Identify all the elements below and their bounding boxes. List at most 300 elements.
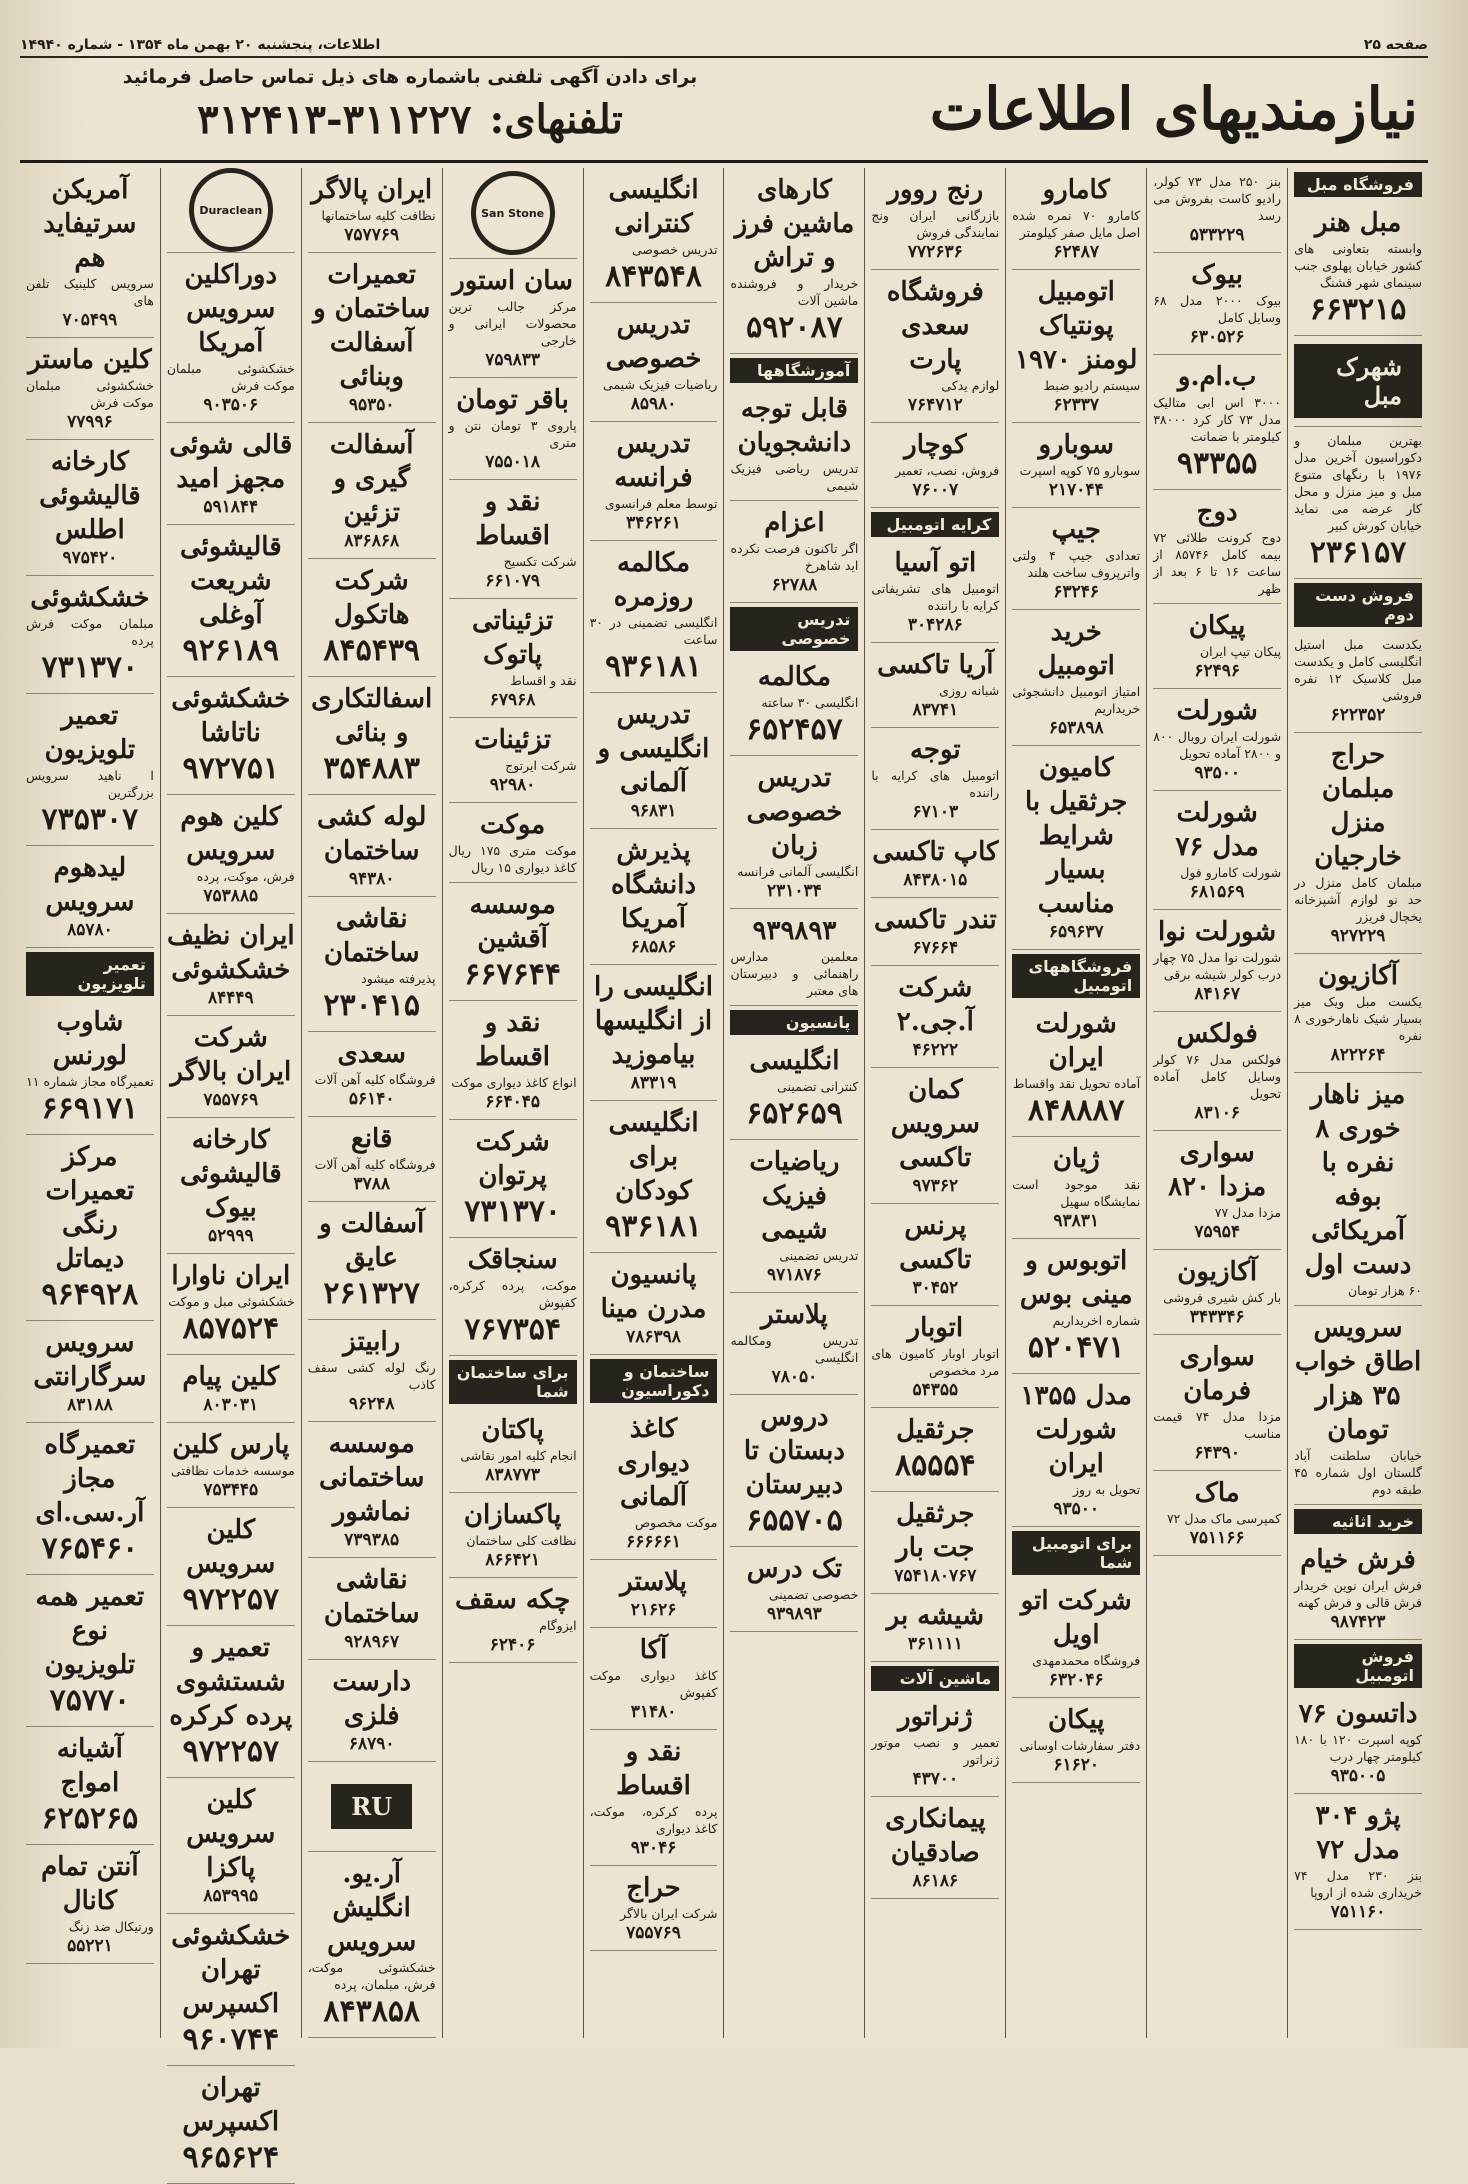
ad-headline: آکازیون (1177, 1257, 1258, 1287)
classified-ad (1012, 1137, 1140, 1239)
classified-ad (1153, 791, 1281, 910)
ad-headline: ژیان (1052, 1144, 1100, 1174)
ad-phone-number: ۸۶۶۴۲۱ (485, 1550, 540, 1570)
ad-phone-number: ۸۳۷۴۱ (912, 700, 959, 720)
ad-phone-number: ۵۲۰۴۷۱ (1027, 1330, 1125, 1365)
ad-phone-number: ۷۵۵۷۶۹ (203, 1090, 259, 1110)
ad-headline: شورلت نوا (1158, 917, 1277, 947)
classified-ad (590, 829, 718, 965)
ad-body-text: اتومبیل های کرایه با راننده (871, 768, 1000, 800)
ad-phone-number: ۶۵۵۷۰۵ (746, 1503, 843, 1538)
classified-ad (1012, 168, 1140, 270)
ad-phone-number: ۸۶۱۸۶ (912, 1871, 959, 1891)
ad-column (1287, 168, 1428, 2038)
ad-phone-number: ۹۶۴۹۲۸ (41, 1277, 139, 1312)
logo-mark: Duraclean (189, 168, 273, 252)
ad-headline: فروشگاه سعدی پارت (886, 277, 984, 375)
ad-phone-number: ۶۲۴۹۶ (1194, 661, 1240, 681)
classified-ad (871, 1492, 999, 1594)
ad-body-text: تدریس ریاضی فیزیک شیمی (730, 461, 859, 493)
ad-phone-number: ۹۶۲۴۸ (348, 1394, 395, 1414)
ad-phone-number: ۹۳۳۵۵ (1176, 446, 1258, 481)
ad-phone-number: ۶۲۵۲۶۵ (41, 1801, 139, 1836)
ad-headline: آکا (639, 1635, 668, 1665)
classified-ad (1294, 427, 1422, 579)
ad-headline: مکالمه روزمره (613, 548, 694, 612)
ad-column (864, 168, 1005, 2038)
classified-ad (308, 677, 436, 795)
ad-phone-number: ۶۸۷۹۰ (348, 1734, 395, 1754)
ad-phone-number: ۹۵۳۵۰ (348, 395, 395, 415)
ad-phone-number: ۲۳۶۱۵۷ (1309, 535, 1407, 570)
ad-phone-number: ۳۰۴۵۲ (912, 1278, 959, 1298)
ad-body-text: شورلت ایران رویال ۸۰۰ و ۲۸۰۰ آماده تحویل (1153, 729, 1282, 761)
ad-phone-number: ۹۲۹۸۰ (489, 775, 536, 795)
ad-headline: آشیانه امواج (56, 1734, 123, 1798)
ad-headline: پلاستر (620, 1567, 687, 1597)
ad-body-text: کمپرسی ماک مدل ۷۲ (1166, 1511, 1282, 1526)
classified-ad (1294, 1794, 1422, 1930)
ad-headline: تدریس انگلیسی و آلمانی (597, 700, 710, 798)
ad-body-text: اتومبیل های تشریفاتی کرایه با راننده (871, 581, 1000, 613)
classified-ad (449, 378, 577, 480)
ad-headline: نقد و اقساط (475, 487, 551, 551)
ad-phone-number: ۸۰۳۰۳۱ (203, 1395, 259, 1415)
ad-phone-number: ۸۵۳۹۹۵ (203, 1886, 259, 1906)
classified-ad (26, 1321, 154, 1423)
ad-phone-number: ۸۵۹۸۰ (630, 394, 677, 414)
classified-ad (730, 387, 858, 501)
ad-phone-number: ۹۷۳۶۲ (912, 1176, 959, 1196)
ad-body-text: ا ناهید سرویس بزرگترین (25, 768, 154, 800)
ad-headline: فرش خیام (1300, 1545, 1416, 1575)
ad-headline: اسفالتکاری و بنائی (311, 684, 433, 748)
ad-headline: کارخانه قالیشوئی اطلس (39, 447, 141, 545)
ad-column (301, 168, 442, 2038)
classified-ad (449, 1001, 577, 1120)
ad-logo (167, 168, 295, 253)
ad-phone-number: ۹۷۲۷۵۱ (182, 751, 280, 786)
ad-body-text: تعمیر و نصب موتور ژنراتور (871, 1735, 1000, 1767)
ad-headline: کلین سرویس پاکزا (186, 1785, 276, 1883)
ad-headline: انگلیسی کنترانی (608, 175, 699, 239)
ad-body-text: سوبارو ۷۵ کوپه اسپرت (1019, 463, 1141, 478)
ad-headline: اتوبار (907, 1313, 964, 1343)
classified-ad (590, 965, 718, 1101)
ad-headline: کامیون جرثقیل با شرایط بسیار مناسب (1024, 753, 1128, 919)
classified-ad (1012, 1002, 1140, 1137)
ad-headline: موکت (479, 810, 546, 840)
ad-headline: شرکت پرتوان (475, 1127, 550, 1191)
classified-ad (590, 693, 718, 829)
section-banner: فروشگاههای اتومبیل (1012, 954, 1140, 998)
classified-ad (167, 914, 295, 1016)
classified-ad (730, 909, 858, 1006)
ad-body-text: خشکشوئی موکت، فرش، مبلمان، پرده (307, 1960, 436, 1992)
ad-phone-number: ۷۵۱۱۶۶ (1189, 1528, 1245, 1548)
ad-phone-number: ۲۳۱۰۳۴ (767, 881, 822, 901)
ad-body-text: شرکت ایران بالاگر (620, 1906, 718, 1921)
ad-headline: دوراکلین سرویس آمریکا (184, 260, 278, 358)
ad-phone-number: ۹۷۱۸۷۶ (767, 1265, 822, 1285)
ad-headline: تندر تاکسی (873, 905, 997, 935)
ad-body-text: بهترین مبلمان و دکوراسیون آخرین مدل ۱۹۷۶ با رنگهای متنوع مبل و میز منزل و محل کار عرضه می نماید خیابان کورش کبیر (1294, 433, 1422, 533)
classified-ad (1153, 490, 1281, 604)
ad-headline: آنتن تمام کانال (41, 1852, 139, 1916)
ad-phone-number: ۶۴۳۹۰ (1194, 1443, 1240, 1463)
classified-ad (871, 1068, 999, 1204)
ad-headline: تعمیر تلویزیون (44, 701, 136, 765)
ad-headline: خشکشوئی (30, 583, 150, 613)
ad-phone-number: ۸۵۵۵۴ (895, 1448, 976, 1483)
ad-body-text: اگر تاکنون فرصت نکرده اید شاهرخ (730, 541, 859, 573)
page-number: صفحه ۲۵ (1363, 37, 1428, 53)
ad-phone-number: ۸۲۲۲۶۴ (1330, 1045, 1386, 1065)
ad-headline: توجه (909, 735, 961, 765)
ad-phone-number: ۶۳۰۵۲۶ (1189, 327, 1245, 347)
classified-ad (1153, 1250, 1281, 1335)
ad-body-text: امتیاز اتومبیل دانشجوئی خریداریم (1012, 684, 1141, 716)
section-banner: خرید اثاثیه (1294, 1509, 1422, 1534)
ad-phone-number: ۹۳۶۱۸۱ (605, 649, 702, 684)
column-filler (449, 1663, 577, 2038)
ad-body-text: شورلت نوا مدل ۷۵ چهار درب کولر شیشه برقی (1153, 950, 1282, 982)
classified-ad (167, 677, 295, 795)
ad-phone-number: ۸۴۳۸۵۸ (323, 1994, 421, 2029)
ad-headline: انگلیسی را از انگلیسها بیاموزید (594, 972, 713, 1070)
ad-headline: کلین هوم سرویس (180, 802, 282, 866)
classified-ad (730, 1547, 858, 1632)
ad-headline: پرنس تاکسی (899, 1211, 972, 1275)
ad-headline: موسسه ساختمانی نماشور (318, 1429, 425, 1527)
ad-body-text: وابسته بتعاونی های کشور خیابان پهلوی جنب سینمای شهر قشنگ (1294, 241, 1422, 290)
masthead-phones (30, 96, 790, 143)
ad-headline: آمریکن سرتیفاید هم (43, 175, 137, 273)
classified-ad (590, 1866, 718, 1951)
classified-ad (167, 525, 295, 677)
ad-body-text: شرکت تکسیج (503, 554, 577, 569)
ad-headline: کلین ماستر (28, 345, 152, 375)
classified-ad (167, 1778, 295, 1914)
masthead (20, 60, 1428, 163)
ad-phone-number: ۷۵۵۷۶۹ (626, 1923, 681, 1943)
ad-body-text: بازرگانی ایران ونج نمایندگی فروش (871, 208, 1000, 240)
ad-headline: تعمیر همه نوع تلویزیون (35, 1582, 145, 1680)
ad-headline: سواری فرمان (1179, 1342, 1255, 1406)
ad-phone-number: ۶۳۲۰۴۶ (1048, 1670, 1104, 1690)
classified-ad (167, 1254, 295, 1355)
classified-ad (26, 1423, 154, 1575)
classified-ad (167, 1508, 295, 1626)
ad-headline: شاوب لورنس (52, 1007, 128, 1071)
ad-body-text: بار کش شیری فروشی (1163, 1290, 1282, 1305)
ad-phone-number: ۶۲۷۸۸ (771, 575, 818, 595)
ad-headline: پاکتان (481, 1415, 544, 1445)
ad-headline: شرکت اتو اویل (1020, 1586, 1132, 1650)
ad-body-text: پاروی ۳ تومان نتن و متری (448, 418, 577, 450)
classified-ad (590, 1253, 718, 1355)
classified-ad (308, 559, 436, 677)
ad-phone-number: ۹۷۲۲۵۷ (182, 1734, 280, 1769)
classified-ad (871, 966, 999, 1068)
ad-headline: پیمانکاری صادقیان (885, 1804, 986, 1868)
ad-phone-number: ۵۲۹۹۹ (207, 1226, 254, 1246)
ad-headline: تدریس خصوصی (605, 310, 702, 374)
ad-body-text: فروشگاه محمدمهدی (1032, 1653, 1141, 1668)
ad-body-text: ۳۰۰۰ اس ابی متالیک مدل ۷۳ کار کرد ۳۸۰۰۰ کیلومتر با ضمانت (1153, 395, 1282, 444)
classified-ad (26, 576, 154, 694)
logo-mark: San Stone (471, 171, 555, 255)
ad-phone-number: ۹۰۳۵۰۶ (203, 395, 259, 415)
ad-body-text: فروشگاه کلیه آهن آلات (314, 1072, 436, 1087)
ad-headline: حراج (626, 1873, 681, 1903)
ad-body-text: مزدا مدل ۷۴ قیمت مناسب (1153, 1409, 1282, 1441)
classified-ad (730, 1395, 858, 1547)
classified-ad (590, 1407, 718, 1560)
classified-ad (590, 303, 718, 422)
ad-body-text: انگلیسی ۳۰ ساعته (761, 695, 859, 710)
classified-ad (590, 1101, 718, 1253)
ad-body-text: توسط معلم فرانسوی (604, 496, 718, 511)
ad-headline: پذیرش دانشگاه آمریکا (610, 836, 697, 934)
column-filler (1294, 1930, 1422, 2038)
ad-headline: تزئینات (474, 725, 552, 755)
classified-ad (449, 1578, 577, 1663)
classified-ad (26, 1135, 154, 1321)
masthead-tagline: برای دادن آگهی تلفنی باشماره های ذیل تماس حاصل فرمائید (122, 66, 698, 88)
classified-ad (590, 541, 718, 693)
ad-headline: لیدهوم سرویس (45, 853, 135, 917)
ad-phone-number: ۳۵۴۸۸۳ (323, 751, 421, 786)
classified-ad (1294, 954, 1422, 1073)
ad-headline: نقد و اقساط (616, 1737, 691, 1801)
ad-phone-number: ۶۷۱۰۳ (912, 802, 959, 822)
ad-phone-number: ۷۳۱۳۷۰ (464, 1194, 561, 1229)
section-banner: فروشگاه مبل (1294, 172, 1422, 197)
ad-body-text: پذیرفته میشود (361, 971, 436, 986)
ad-phone-number: ۶۶۱۰۷۹ (485, 571, 540, 591)
ad-headline: ایران ناوارا (171, 1261, 291, 1291)
ad-phone-number: ۴۶۲۲۲ (912, 1040, 959, 1060)
ad-body-text: موکت مخصوص (634, 1515, 718, 1530)
classified-ad (1012, 746, 1140, 950)
ad-headline: سوبارو (1038, 430, 1114, 460)
ad-body-text: تدریس تضمینی (779, 1248, 859, 1263)
ad-phone-number: ۹۷۵۴۲۰ (62, 548, 118, 568)
ad-phone-number: ۹۶۵۶۲۴ (182, 2140, 280, 2175)
column-filler (730, 1632, 858, 2038)
ad-phone-number: ۵۶۱۴۰ (348, 1089, 395, 1109)
ad-phone-number: ۶۶۴۰۴۵ (485, 1092, 540, 1112)
ad-headline: سواری مزدا ۸۲۰ (1168, 1138, 1267, 1202)
ad-phone-number: ۹۲۷۲۲۹ (1330, 926, 1386, 946)
classified-ad (449, 803, 577, 883)
ad-phone-number: ۹۳۰۴۶ (630, 1838, 677, 1858)
ad-headline: فولکس (1176, 1019, 1258, 1049)
classified-ad (871, 1695, 999, 1797)
ad-logo (1294, 336, 1422, 427)
ad-phone-number: ۸۴۴۴۹ (207, 988, 254, 1008)
ad-phone-number: ۳۰۴۲۸۶ (907, 615, 963, 635)
ad-headline: کوچار (904, 430, 967, 460)
classified-ad (730, 501, 858, 603)
classified-ad (26, 338, 154, 440)
classified-ad (1294, 631, 1422, 733)
ad-body-text: تدریس خصوصی (631, 242, 718, 257)
ad-phone-number: ۶۸۵۸۶ (630, 937, 677, 957)
classified-ad (1294, 1306, 1422, 1505)
ad-phone-number: ۸۴۱۶۷ (1194, 984, 1240, 1004)
ad-phone-number: ۸۴۸۸۸۷ (1027, 1093, 1125, 1128)
classified-ad (308, 897, 436, 1032)
classified-ad (1012, 1698, 1140, 1783)
classified-ad (1294, 1692, 1422, 1794)
ad-headline: ۹۳۹۸۹۳ (752, 916, 837, 946)
ad-headline: میز ناهار خوری ۸ نفره با بوفه آمریکائی دست اول (1304, 1080, 1412, 1280)
classified-ad (590, 1628, 718, 1730)
ad-body-text: انجام کلیه امور نقاشی (460, 1448, 577, 1463)
classified-ad (871, 541, 999, 643)
ad-headline: شیشه بر (886, 1601, 985, 1631)
ad-headline: ریاضیات فیزیک شیمی (749, 1147, 840, 1245)
ad-headline: کاغذ دیواری آلمانی (617, 1414, 690, 1512)
ad-body-text: کامارو ۷۰ نمره شده اصل مایل صفر کیلومتر (1012, 208, 1141, 240)
ad-phone-number: ۶۵۹۶۳۷ (1048, 922, 1104, 942)
ad-body-text: فروش، نصب، تعمیر (895, 463, 1000, 478)
ad-phone-number: ۶۱۶۲۰ (1053, 1755, 1100, 1775)
ad-headline: بیوک (1191, 260, 1244, 290)
ad-headline: تزئیناتی پاتوک (471, 606, 554, 670)
ad-headline: سنجاقک (467, 1245, 558, 1275)
ad-phone-number: ۸۳۳۱۹ (630, 1073, 677, 1093)
ad-headline: تعمیرات ساختمان و آسفالت وبنائی (313, 260, 431, 392)
classified-ad (308, 1558, 436, 1660)
ad-headline: کمان سرویس تاکسی (890, 1075, 980, 1173)
ad-phone-number: ۷۵۷۷۶۹ (344, 225, 400, 245)
ad-headline: اتو آسیا (894, 548, 977, 578)
classified-ad (1012, 270, 1140, 423)
ad-phone-number: ۵۳۳۲۲۹ (1189, 225, 1245, 245)
classified-ad (871, 643, 999, 728)
classified-ad (730, 655, 858, 756)
ad-body-text: فرش، موکت، پرده (196, 869, 295, 884)
ad-phone-number: ۶۵۲۴۵۷ (746, 712, 843, 747)
ad-column (1005, 168, 1146, 2038)
ad-phone-number: ۳۴۳۳۴۶ (1189, 1307, 1245, 1327)
section-banner: تعمیر تلویزیون (26, 952, 154, 996)
column-filler (590, 1951, 718, 2038)
ad-phone-number: ۲۳۰۴۱۵ (323, 988, 421, 1023)
ad-body-text: فرش ایران نوین خریدار فرش قالی و فرش کهنه (1294, 1578, 1422, 1610)
section-banner: ماشین آلات (871, 1666, 999, 1691)
ad-headline: پیکان (1188, 611, 1246, 641)
ad-phone-number: ۹۶۰۷۴۴ (182, 2022, 280, 2057)
ad-body-text: خریدار و فروشنده ماشین آلات (730, 276, 859, 308)
classified-ad (1012, 508, 1140, 610)
ad-headline: تعمیر و شستشوی پرده کرکره (169, 1633, 293, 1731)
section-banner: فروش اتومبیل (1294, 1644, 1422, 1688)
ad-headline: خشکشوئی ناتاشا (171, 684, 291, 748)
classified-ad (26, 168, 154, 338)
classified-ad (1153, 253, 1281, 355)
ad-phone-number: ۳۴۶۲۶۱ (626, 513, 681, 533)
classified-ad (1012, 1239, 1140, 1374)
ad-phone-number: ۸۳۱۸۸ (67, 1395, 113, 1415)
ad-phone-number: ۳۱۴۸۰ (630, 1702, 677, 1722)
ad-phone-number: ۸۴۳۸۰۱۵ (903, 870, 968, 890)
classified-ad (1012, 1374, 1140, 1527)
ad-phone-number: ۸۴۵۴۳۹ (323, 633, 421, 668)
classified-ad (1153, 689, 1281, 791)
masthead-phones-value: ۳۱۲۴۱۳-۳۱۱۲۲۷ (197, 96, 472, 143)
ad-phone-number: ۷۶۰۰۷ (912, 480, 959, 500)
ad-phone-number: ۶۷۶۶۴ (912, 938, 959, 958)
ad-body-text: مبلمان کامل منزل در حد نو لوازم آشپزخانه یخچال فریزر (1294, 875, 1422, 924)
ad-phone-number: ۷۶۵۴۶۰ (41, 1531, 139, 1566)
ad-headline: کامارو (1042, 175, 1110, 205)
ad-body-text: یکدست مبل استیل انگلیسی کامل و یکدست مبل کلاسیک ۱۲ نفره فروشی (1294, 637, 1422, 703)
ad-headline: کارخانه قالیشوئی بیوک (179, 1125, 282, 1223)
classified-ad (1294, 1538, 1422, 1640)
column-filler (1153, 1556, 1281, 2038)
ad-phone-number: ۶۷۹۶۸ (489, 690, 536, 710)
classified-ad (449, 1120, 577, 1238)
ad-phone-number: ۷۳۵۳۰۷ (41, 802, 139, 837)
classified-ad (871, 270, 999, 423)
ad-body-text: خشکشوئی مبلمان موکت فرش (25, 378, 154, 410)
classified-ad (167, 795, 295, 914)
ad-headline: شرکت ایران بالاگر (170, 1023, 292, 1087)
column-filler (1012, 1783, 1140, 2038)
classified-ad (167, 1355, 295, 1423)
classified-ad (308, 1852, 436, 2038)
ad-headline: دروس دبستان تا دبیرستان (743, 1402, 845, 1500)
ad-body-text: موسسه خدمات نظافتی (171, 1463, 295, 1478)
classified-ad (1153, 1335, 1281, 1471)
ad-headline: نقد و اقساط (475, 1008, 551, 1072)
ad-body-text: نقد موجود است نمایشگاه سهیل (1012, 1177, 1141, 1209)
ad-headline: شرکت آ.جی.۲ (896, 973, 974, 1037)
ad-headline: انگلیسی برای کودکان (608, 1108, 699, 1206)
classified-ad (308, 795, 436, 897)
ad-headline: دارست فلزی (332, 1667, 412, 1731)
ad-phone-number: ۶۲۲۳۵۲ (1330, 705, 1386, 725)
classified-ad (871, 1408, 999, 1492)
ad-phone-number: ۹۳۹۸۹۳ (767, 1604, 822, 1624)
ad-headline: آکازیون (1318, 961, 1398, 991)
ad-body-text: خشکشوئی مبلمان موکت فرش (166, 361, 295, 393)
ad-headline: آسفالت و عایق (319, 1209, 425, 1273)
ad-body-text: تعمیرگاه مجاز شماره ۱۱ (26, 1074, 154, 1089)
section-banner: پانسیون (730, 1010, 858, 1035)
classified-ad (590, 1560, 718, 1628)
ad-phone-number: ۸۵۷۸۰ (67, 920, 113, 940)
classified-ad (167, 2066, 295, 2184)
ad-headline: آسفالت گیری و تزئین (329, 430, 414, 528)
ad-columns (20, 168, 1428, 2175)
ad-headline: تدریس خصوصی زبان (746, 763, 843, 861)
classified-ad (871, 1306, 999, 1408)
ad-headline: آر.یو. انگلیش سرویس (327, 1859, 417, 1957)
ad-body-text: خشکشوئی مبل و موکت (168, 1294, 295, 1309)
ad-headline: سرویس اطاق خواب ۳۵ هزار تومان (1294, 1313, 1422, 1445)
ad-headline: آریا تاکسی (877, 650, 994, 680)
ad-body-text: انگلیسی تضمینی در ۳۰ ساعت (589, 615, 718, 647)
ad-headline: تعمیرگاه مجاز آر.سی.ای (35, 1430, 145, 1528)
ad-body-text: نظافت کلی ساختمان (466, 1533, 577, 1548)
ad-phone-number: ۲۶۱۳۲۷ (323, 1276, 421, 1311)
ad-body-text: بنز ۲۳۰ مدل ۷۴ خریداری شده از اروپا (1294, 1868, 1422, 1900)
